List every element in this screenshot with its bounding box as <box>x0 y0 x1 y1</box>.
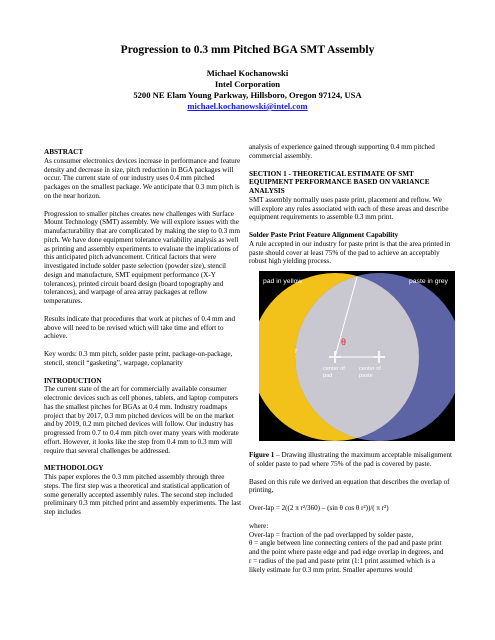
definition-r: r = radius of the pad and paste print (1:1 print assumed which is a likely estimate for 0.3 mm print. Smaller apertures would <box>249 556 436 574</box>
paper-title: Progression to 0.3 mm Pitched BGA SMT Assembly <box>120 44 375 56</box>
introduction-heading: INTRODUCTION <box>44 376 102 385</box>
equation-intro: Based on this rule we derived an equation that describes the overlap of printing, <box>249 477 450 495</box>
left-column <box>44 148 242 517</box>
author-email-link[interactable]: michael.kochanowski@intel.com <box>187 101 308 111</box>
section1-heading: SECTION 1 - THEORETICAL ESTIMATE OF SMT EQUIPMENT PERFORMANCE BASED ON VARIANCE ANALYSIS <box>249 169 430 195</box>
figure-1 <box>259 271 455 441</box>
label-r: r <box>295 348 298 355</box>
subsection-heading: Solder Paste Print Feature Alignment Capability <box>249 231 399 239</box>
author-affiliation: Intel Corporation <box>214 79 281 89</box>
label-paste-grey: paste in grey <box>409 278 448 285</box>
overlap-equation: Over-lap = 2((2 π r²/360) – (sin θ cos θ r²))/( π r²) <box>249 504 389 512</box>
right-column <box>249 143 452 574</box>
author-address: 5200 NE Elam Young Parkway, Hillsboro, Oregon 97124, USA <box>133 90 362 100</box>
methodology-heading: METHODOLOGY <box>44 464 104 473</box>
label-theta: θ <box>341 337 347 347</box>
label-center-pad-line1: center of <box>323 366 345 372</box>
author-name: Michael Kochanowski <box>206 68 289 78</box>
introduction-paragraph: The current state of the art for commercially available consumer electronic devices such as cell phones, tablets, and laptop computers has the smallest pitches for BGAs at 0.4 mm. Industry roadmaps project that by 2017, 0.3 mm pitched devices will be on the market and by 2019, 0.2 mm pitched devices will follow. Our industry has progressed from 0.7 to 0.4 mm pitch over many years with moderate effort. However, it looks like the step from 0.4 mm to 0.3 mm will require that several challenges be addressed. <box>44 385 239 455</box>
abstract-paragraph-3: Results indicate that procedures that work at pitches of 0.4 mm and above will need to be revised which will take time and effort to achieve. <box>44 314 236 341</box>
caption-text: – Drawing illustrating the maximum acceptable misalignment of solder paste to pad where 75% of the pad is covered by paste. <box>249 451 452 468</box>
caption-label: Figure 1 <box>249 451 275 459</box>
label-center-paste-line2: paste <box>359 373 373 379</box>
abstract-paragraph-1: As consumer electronics devices increase in performance and feature density and decrease in size, pitch reduction in BGA packages will occur. The current state of our industry uses 0.4 mm pitched packages on the smallest package. We anticipate that 0.3 mm pitch is on the near horizon. <box>44 156 241 200</box>
label-center-pad-line2: pad <box>323 373 333 379</box>
abstract-paragraph-2: Progression to smaller pitches creates new challenges with Surface Mount Technology (SMT) assembly. We will explore issues with the manufacturability that are complicated by making the step to 0.3 mm pitch. We have done equipment tolerance variability analysis as well as printing and assembly experiments to evaluate the implications of this anticipated pitch advancement. Critical factors that were investigated include solder paste selection (powder size), stencil design and manufacture, SMT equipment performance (X-Y tolerances), printed circuit board design (board topography and tolerances), and warpage of area array packages at reflow temperatures. <box>44 209 241 305</box>
subsection-paragraph: A rule accepted in our industry for paste print is that the area printed in paste should cover at least 75% of the pad to achieve an acceptably robust high yielding process. <box>249 239 451 266</box>
methodology-paragraph: This paper explores the 0.3 mm pitched assembly through three steps. The first step was a theoretical and statistical application of some generally accepted assembly rules. The second step included preliminary 0.3 mm pitched print and assembly experiments. The last step includes <box>44 473 242 516</box>
keywords: Key words: 0.3 mm pitch, solder paste print, package-on-package, stencil, stencil “gasketing”, warpage, coplanarity <box>44 350 233 367</box>
label-center-paste-line1: center of <box>359 366 381 372</box>
continued-paragraph: analysis of experience gained through supporting 0.4 mm pitched commercial assembly. <box>249 143 435 160</box>
figure-1-caption <box>249 451 452 469</box>
overlap-diagram <box>259 271 455 441</box>
where-label: where: <box>249 521 269 530</box>
definition-theta: θ = angle between line connecting centers of the pad and paste print and the point where paste edge and pad edge overlap in degrees, and <box>249 539 444 556</box>
author-block <box>0 68 495 112</box>
section1-paragraph: SMT assembly normally uses paste print, placement and reflow. We will explore any rules associated with each of these areas and describe equipment requirements to assemble 0.3 mm print. <box>249 195 449 222</box>
abstract-heading: ABSTRACT <box>44 148 84 156</box>
label-pad-yellow: pad in yellow <box>263 278 303 285</box>
definition-overlap: Over-lap = fraction of the pad overlapped by solder paste, <box>249 530 414 539</box>
